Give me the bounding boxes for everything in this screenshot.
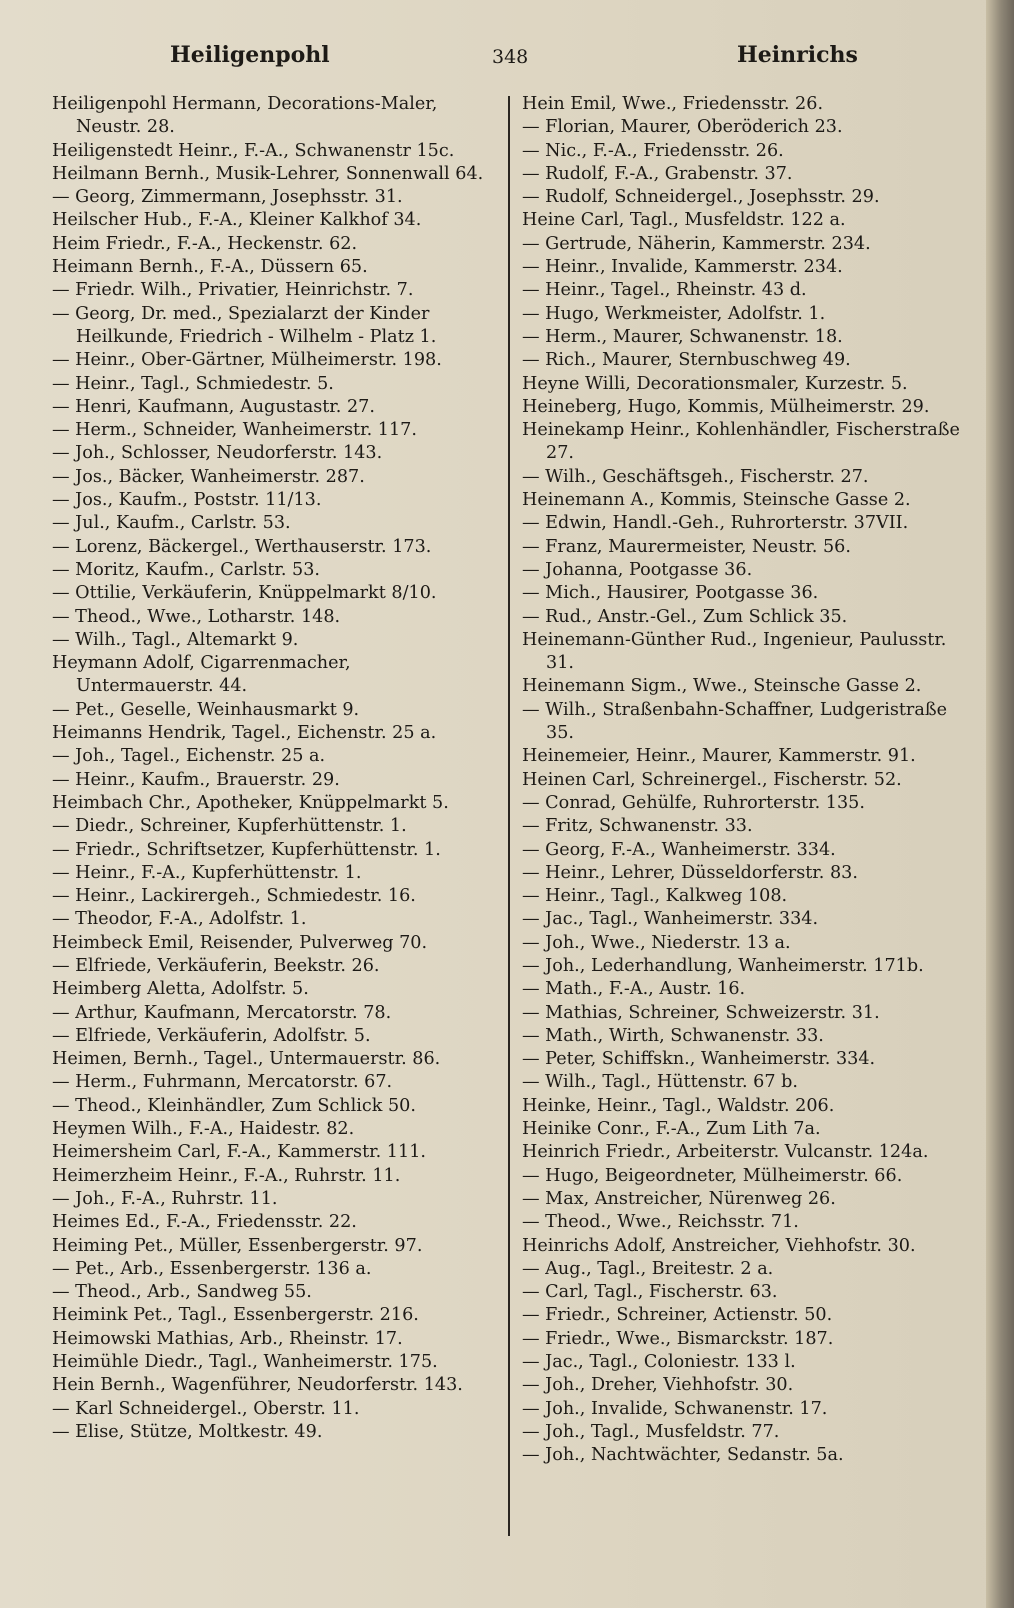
directory-entry: — Pet., Geselle, Weinhausmarkt 9. (52, 699, 360, 720)
page-header (52, 42, 972, 78)
directory-entry: Heimowski Mathias, Arb., Rheinstr. 17. (52, 1328, 403, 1349)
column-divider (508, 96, 510, 1536)
directory-entry: — Henri, Kaufmann, Augustastr. 27. (52, 396, 375, 417)
directory-entry: Heinke, Heinr., Tagl., Waldstr. 206. (522, 1095, 835, 1116)
directory-entry: — Rud., Anstr.-Gel., Zum Schlick 35. (522, 606, 848, 627)
directory-entry: Heim Friedr., F.-A., Heckenstr. 62. (52, 233, 358, 254)
directory-entry: Hein Bernh., Wagenführer, Neudorferstr. 143. (52, 1375, 463, 1396)
directory-entry: — Heinr., Invalide, Kammerstr. 234. (522, 257, 843, 278)
directory-entry: — Joh., Schlosser, Neudorferstr. 143. (52, 443, 383, 464)
directory-entry: Heinemann A., Kommis, Steinsche Gasse 2. (522, 490, 911, 511)
directory-entry: Heimbach Chr., Apotheker, Knüppelmarkt 5. (52, 792, 449, 813)
header-right-word: Heinrichs (737, 42, 858, 68)
directory-entry: — Joh., F.-A., Ruhrstr. 11. (52, 1188, 278, 1209)
directory-entry: — Joh., Nachtwächter, Sedanstr. 5a. (522, 1445, 844, 1466)
directory-entry: — Lorenz, Bäckergel., Werthauserstr. 173. (52, 536, 432, 557)
directory-entry: — Fritz, Schwanenstr. 33. (522, 816, 753, 837)
directory-entry: — Heinr., Lackirergeh., Schmiedestr. 16. (52, 886, 416, 907)
directory-entry: — Rich., Maurer, Sternbuschweg 49. (522, 350, 851, 371)
page-number: 348 (492, 46, 529, 68)
directory-entry: — Georg, Dr. med., Spezialarzt der Kinder Heilkunde, Friedrich - Wilhelm - Platz 1. (52, 303, 437, 347)
directory-entry: — Friedr. Wilh., Privatier, Heinrichstr. 7. (52, 280, 414, 301)
directory-entry: — Elise, Stütze, Moltkestr. 49. (52, 1421, 323, 1442)
left-column (52, 93, 492, 1444)
directory-entry: — Franz, Maurermeister, Neustr. 56. (522, 536, 851, 557)
directory-entry: — Mathias, Schreiner, Schweizerstr. 31. (522, 1002, 880, 1023)
directory-entry: — Mich., Hausirer, Pootgasse 36. (522, 583, 819, 604)
directory-entry: Heinemann-Günther Rud., Ingenieur, Paulusstr. 31. (522, 629, 947, 674)
directory-entry: — Heinr., Tagel., Rheinstr. 43 d. (522, 280, 807, 301)
directory-entry: — Jac., Tagl., Coloniestr. 133 l. (522, 1352, 796, 1373)
directory-entry: — Aug., Tagl., Breitestr. 2 a. (522, 1258, 774, 1279)
directory-entry: Heineberg, Hugo, Kommis, Mülheimerstr. 29. (522, 396, 930, 417)
directory-entry: Heiming Pet., Müller, Essenbergerstr. 97. (52, 1235, 423, 1256)
directory-entry: Heimühle Diedr., Tagl., Wanheimerstr. 175. (52, 1352, 438, 1373)
directory-entry: — Georg, F.-A., Wanheimerstr. 334. (522, 839, 836, 860)
directory-entry: — Hugo, Beigeordneter, Mülheimerstr. 66. (522, 1165, 903, 1186)
directory-entry: Heine Carl, Tagl., Musfeldstr. 122 a. (522, 210, 846, 231)
directory-entry: Heinemeier, Heinr., Maurer, Kammerstr. 91. (522, 746, 916, 767)
directory-entry: — Herm., Maurer, Schwanenstr. 18. (522, 326, 843, 347)
directory-entry: — Theod., Kleinhändler, Zum Schlick 50. (52, 1095, 416, 1116)
directory-entry: Heimes Ed., F.-A., Friedensstr. 22. (52, 1212, 357, 1233)
directory-entry: Heimerzheim Heinr., F.-A., Ruhrstr. 11. (52, 1165, 401, 1186)
directory-entry: — Heinr., Kaufm., Brauerstr. 29. (52, 769, 340, 790)
directory-entry: — Karl Schneidergel., Oberstr. 11. (52, 1398, 360, 1419)
directory-entry: — Theod., Arb., Sandweg 55. (52, 1282, 312, 1303)
directory-entry: — Moritz, Kaufm., Carlstr. 53. (52, 559, 321, 580)
directory-entry: — Gertrude, Näherin, Kammerstr. 234. (522, 233, 871, 254)
directory-entry: Hein Emil, Wwe., Friedensstr. 26. (522, 94, 824, 114)
directory-entry: — Max, Anstreicher, Nürenweg 26. (522, 1188, 836, 1209)
right-column (522, 93, 962, 1468)
directory-entry: Heimberg Aletta, Adolfstr. 5. (52, 979, 309, 1000)
directory-entry: — Wilh., Geschäftsgeh., Fischerstr. 27. (522, 466, 869, 487)
directory-entry: — Heinr., Tagl., Schmiedestr. 5. (52, 373, 334, 394)
header-left-word: Heiligenpohl (170, 42, 330, 68)
directory-entry: — Heinr., F.-A., Kupferhüttenstr. 1. (52, 862, 362, 883)
directory-entry: Heymen Wilh., F.-A., Haidestr. 82. (52, 1119, 355, 1140)
directory-entry: Heyne Willi, Decorationsmaler, Kurzestr. 5. (522, 373, 908, 394)
directory-entry: — Theod., Wwe., Lotharstr. 148. (52, 606, 341, 627)
directory-entry: — Friedr., Schriftsetzer, Kupferhüttenstr. 1. (52, 839, 441, 860)
directory-entry: — Heinr., Tagl., Kalkweg 108. (522, 886, 788, 907)
directory-entry: Heilmann Bernh., Musik-Lehrer, Sonnenwall 64. (52, 163, 484, 184)
directory-entry: — Joh., Dreher, Viehhofstr. 30. (522, 1375, 794, 1396)
directory-entry: — Florian, Maurer, Oberöderich 23. (522, 117, 843, 138)
directory-entry: — Joh., Tagl., Musfeldstr. 77. (522, 1421, 780, 1442)
directory-entry: — Theod., Wwe., Reichsstr. 71. (522, 1212, 799, 1233)
directory-entry: — Jul., Kaufm., Carlstr. 53. (52, 513, 291, 534)
directory-entry: — Jac., Tagl., Wanheimerstr. 334. (522, 909, 819, 930)
directory-entry: Heinen Carl, Schreinergel., Fischerstr. 52. (522, 769, 902, 790)
directory-entry: — Rudolf, Schneidergel., Josephsstr. 29. (522, 187, 880, 208)
directory-entry: — Georg, Zimmermann, Josephsstr. 31. (52, 187, 403, 208)
directory-entry: Heinrichs Adolf, Anstreicher, Viehhofstr. 30. (522, 1235, 916, 1256)
directory-entry: — Carl, Tagl., Fischerstr. 63. (522, 1282, 778, 1303)
directory-entry: — Ottilie, Verkäuferin, Knüppelmarkt 8/10. (52, 583, 437, 604)
directory-entry: Heiligenpohl Hermann, Decorations-Maler, Neustr. 28. (52, 94, 438, 138)
directory-entry: Heinrich Friedr., Arbeiterstr. Vulcanstr. 124a. (522, 1142, 929, 1163)
directory-entry: — Joh., Wwe., Niederstr. 13 a. (522, 932, 791, 953)
directory-entry: — Peter, Schiffskn., Wanheimerstr. 334. (522, 1049, 876, 1070)
directory-entry: — Hugo, Werkmeister, Adolfstr. 1. (522, 303, 826, 324)
directory-entry: Heimbeck Emil, Reisender, Pulverweg 70. (52, 932, 428, 953)
directory-entry: — Johanna, Pootgasse 36. (522, 559, 753, 580)
directory-entry: — Joh., Invalide, Schwanenstr. 17. (522, 1398, 828, 1419)
directory-entry: Heinike Conr., F.-A., Zum Lith 7a. (522, 1119, 821, 1140)
directory-entry: Heimen, Bernh., Tagel., Untermauerstr. 86. (52, 1049, 441, 1070)
directory-entry: — Heinr., Ober-Gärtner, Mülheimerstr. 198. (52, 350, 442, 371)
directory-entry: — Math., F.-A., Austr. 16. (522, 979, 746, 1000)
directory-entry: Heinekamp Heinr., Kohlenhändler, Fischerstraße 27. (522, 420, 960, 464)
directory-entry: — Friedr., Schreiner, Actienstr. 50. (522, 1305, 833, 1326)
directory-entry: — Friedr., Wwe., Bismarckstr. 187. (522, 1328, 834, 1349)
directory-entry: — Pet., Arb., Essenbergerstr. 136 a. (52, 1258, 372, 1279)
directory-entry: — Theodor, F.-A., Adolfstr. 1. (52, 909, 307, 930)
directory-entry: Heiligenstedt Heinr., F.-A., Schwanenstr 15c. (52, 140, 455, 161)
directory-entry: — Rudolf, F.-A., Grabenstr. 37. (522, 163, 793, 184)
directory-entry: Heimann Bernh., F.-A., Düssern 65. (52, 257, 368, 278)
directory-entry: — Joh., Tagel., Eichenstr. 25 a. (52, 746, 326, 767)
directory-entry: — Elfriede, Verkäuferin, Beekstr. 26. (52, 955, 380, 976)
directory-entry: — Edwin, Handl.-Geh., Ruhrorterstr. 37VII. (522, 513, 909, 534)
directory-entry: — Nic., F.-A., Friedensstr. 26. (522, 140, 784, 161)
directory-entry: — Joh., Lederhandlung, Wanheimerstr. 171b. (522, 955, 924, 976)
directory-entry: — Conrad, Gehülfe, Ruhrorterstr. 135. (522, 792, 865, 813)
directory-entry: — Arthur, Kaufmann, Mercatorstr. 78. (52, 1002, 392, 1023)
directory-entry: Heimanns Hendrik, Tagel., Eichenstr. 25 a. (52, 723, 437, 744)
directory-entry: — Elfriede, Verkäuferin, Adolfstr. 5. (52, 1025, 371, 1046)
directory-entry: Heinemann Sigm., Wwe., Steinsche Gasse 2. (522, 676, 922, 697)
book-spine-edge (986, 0, 1014, 1608)
directory-entry: Heymann Adolf, Cigarrenmacher, Untermauerstr. 44. (52, 653, 351, 697)
directory-entry: Heilscher Hub., F.-A., Kleiner Kalkhof 34. (52, 210, 422, 231)
directory-entry: — Wilh., Straßenbahn-Schaffner, Ludgeristraße 35. (522, 699, 947, 744)
directory-entry: — Jos., Kaufm., Poststr. 11/13. (52, 490, 322, 511)
directory-entry: Heimersheim Carl, F.-A., Kammerstr. 111. (52, 1142, 426, 1163)
directory-entry: — Herm., Fuhrmann, Mercatorstr. 67. (52, 1072, 393, 1093)
directory-entry: — Jos., Bäcker, Wanheimerstr. 287. (52, 466, 365, 487)
directory-entry: — Diedr., Schreiner, Kupferhüttenstr. 1. (52, 816, 407, 837)
directory-entry: — Wilh., Tagl., Hüttenstr. 67 b. (522, 1072, 799, 1093)
directory-entry: Heimink Pet., Tagl., Essenbergerstr. 216. (52, 1305, 419, 1326)
directory-entry: — Math., Wirth, Schwanenstr. 33. (522, 1025, 824, 1046)
directory-entry: — Herm., Schneider, Wanheimerstr. 117. (52, 420, 417, 441)
directory-entry: — Heinr., Lehrer, Düsseldorferstr. 83. (522, 862, 858, 883)
directory-entry: — Wilh., Tagl., Altemarkt 9. (52, 629, 299, 650)
